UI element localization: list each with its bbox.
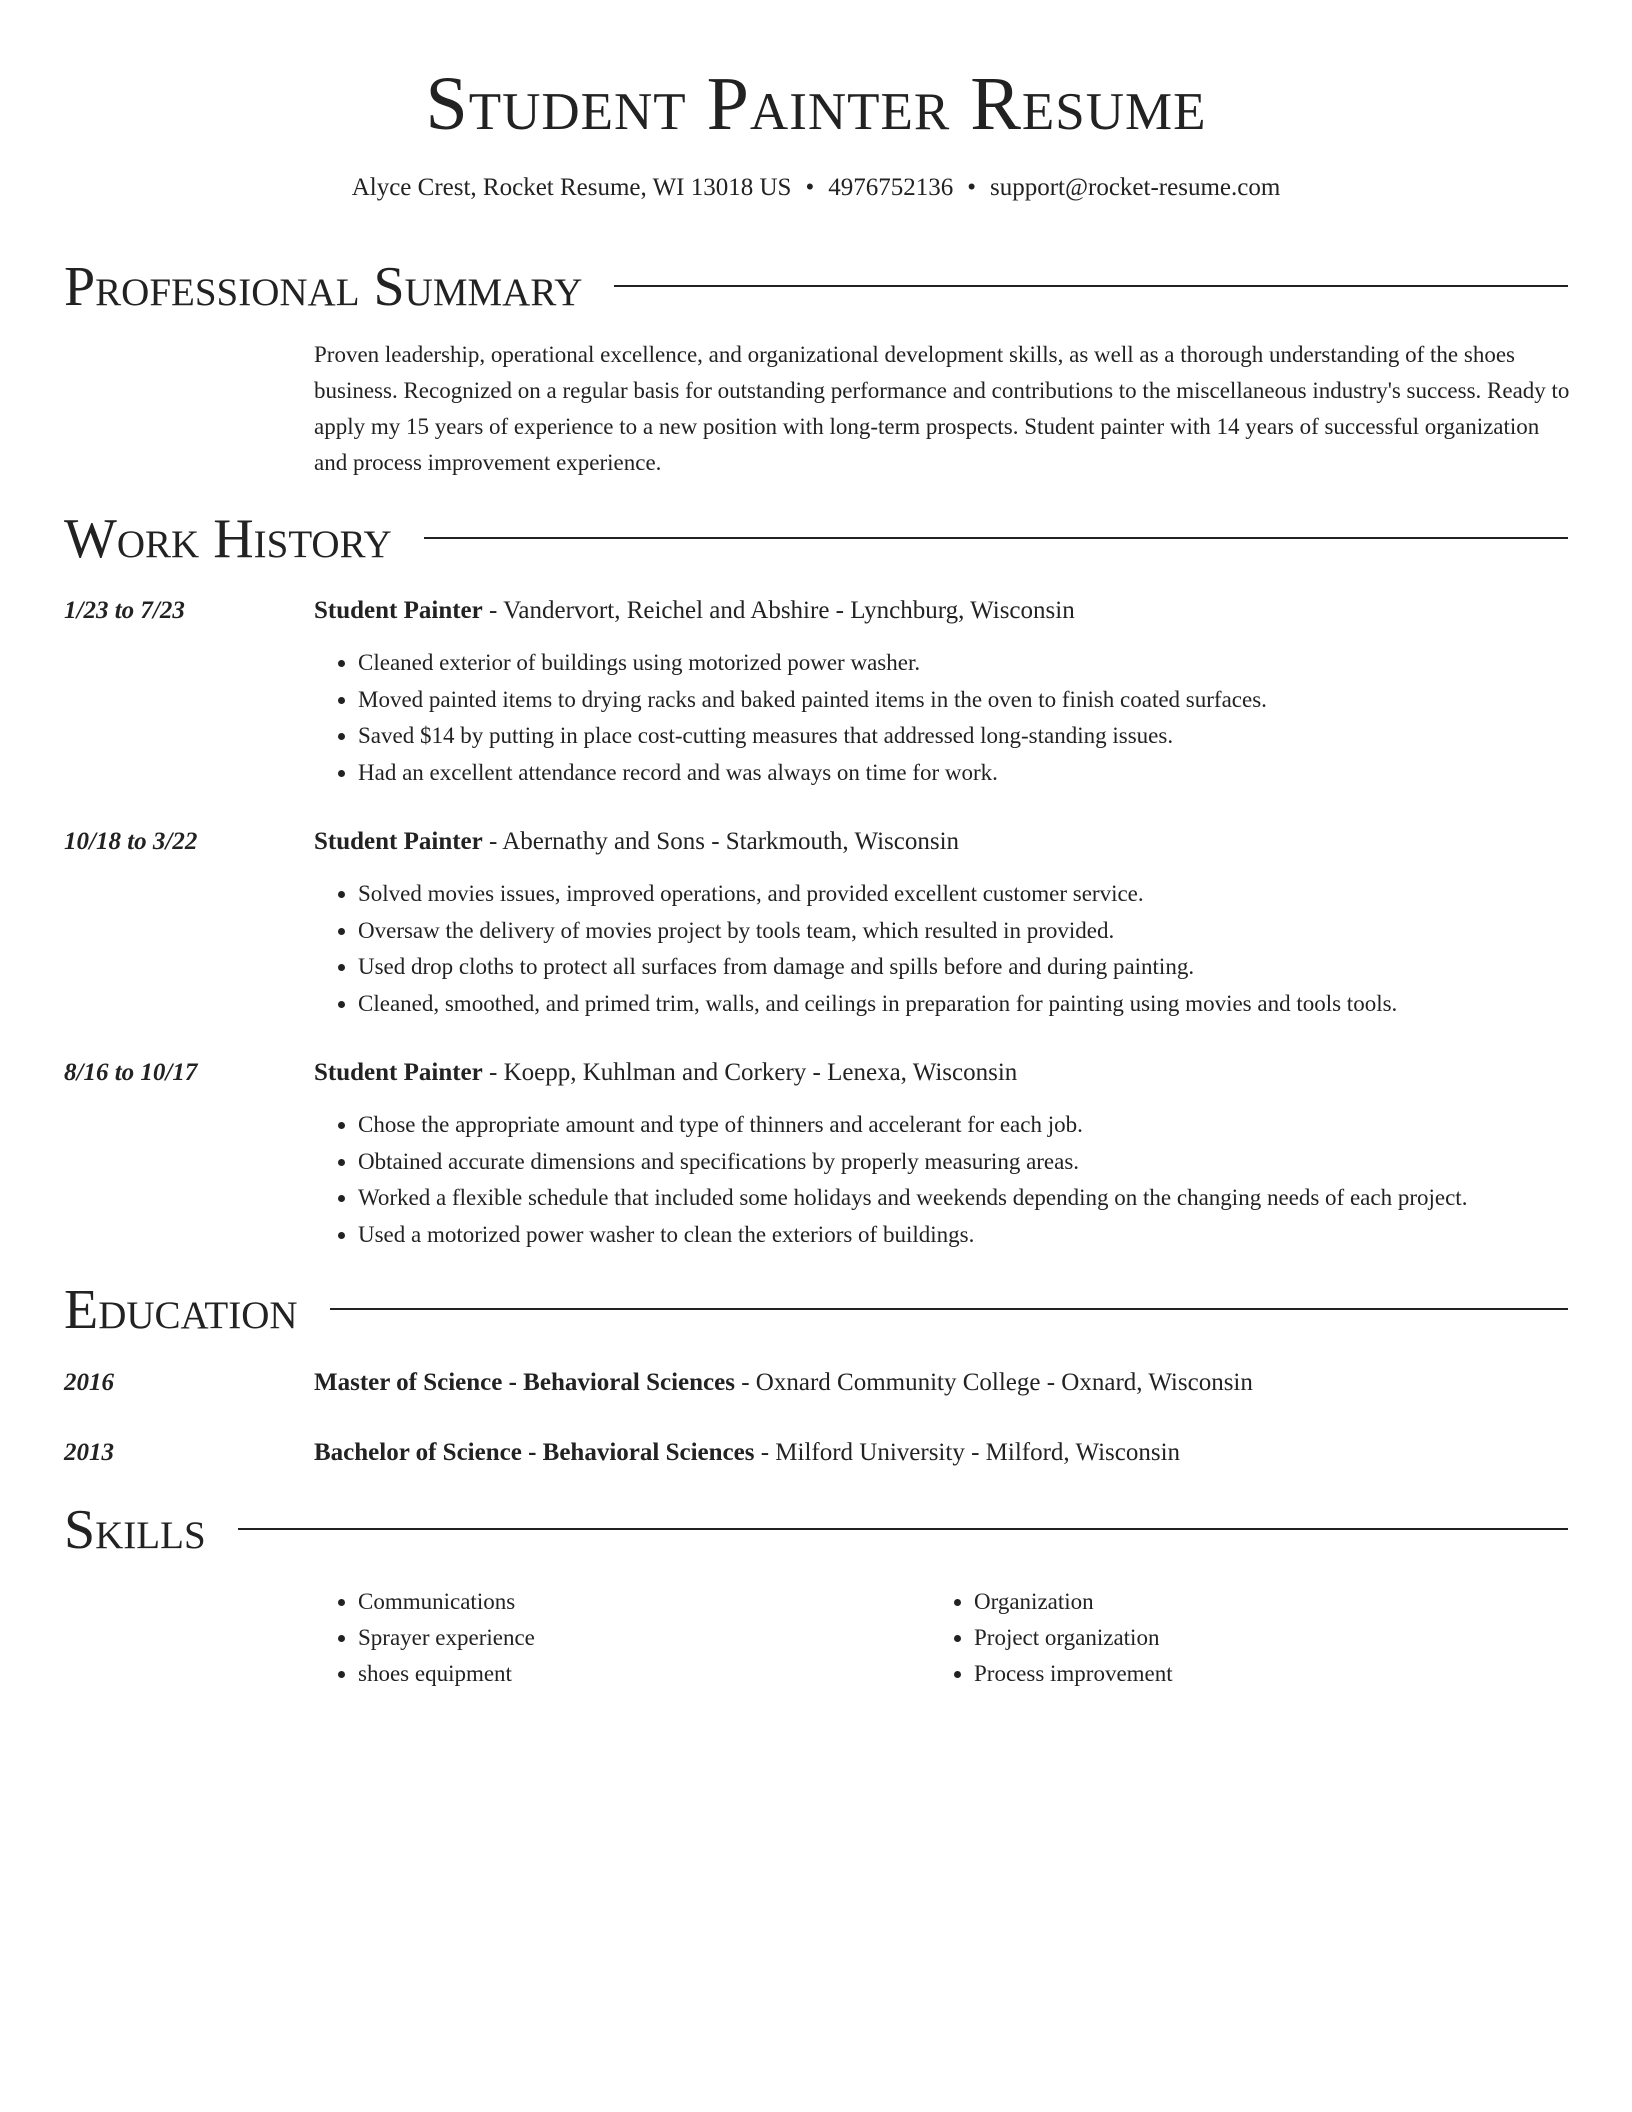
skills-section-title: Skills: [64, 1499, 206, 1561]
section-divider: [614, 285, 1568, 287]
job-bullet: • Moved painted items to drying racks and baked painted items in the oven to finish coated surfaces.: [358, 682, 1267, 719]
skill-item: • shoes equipment: [358, 1656, 535, 1692]
job-bullet: • Worked a flexible schedule that included some holidays and weekends depending on the changing needs of each project.: [358, 1180, 1467, 1217]
skill-item: • Communications: [358, 1584, 535, 1620]
job-title-line: [314, 824, 959, 860]
skill-item: • Organization: [974, 1584, 1173, 1620]
section-divider: [424, 537, 1568, 539]
skills-column-left: [314, 1584, 535, 1692]
education-school: - Oxnard Community College - Oxnard, Wisconsin: [734, 1369, 1253, 1396]
contact-separator: •: [967, 174, 976, 201]
education-year: 2016: [64, 1369, 114, 1396]
job-employer: - Vandervort, Reichel and Abshire - Lynchburg, Wisconsin: [482, 597, 1075, 624]
job-bullet: • Obtained accurate dimensions and specifications by properly measuring areas.: [358, 1144, 1467, 1181]
job-role: Student Painter: [314, 1059, 483, 1086]
job-role: Student Painter: [314, 597, 483, 624]
contact-separator: •: [805, 174, 815, 201]
job-dates: 10/18 to 3/22: [64, 828, 198, 855]
job-bullet: • Used drop cloths to protect all surfaces from damage and spills before and during painting.: [358, 949, 1397, 986]
job-bullet: • Cleaned, smoothed, and primed trim, walls, and ceilings in preparation for painting using movies and tools tools.: [358, 986, 1397, 1023]
contact-email: support@rocket-resume.com: [989, 174, 1281, 201]
job-bullet: • Chose the appropriate amount and type of thinners and accelerant for each job.: [358, 1107, 1467, 1144]
education-degree: Master of Science - Behavioral Sciences: [314, 1369, 735, 1396]
education-year: 2013: [64, 1439, 114, 1466]
education-section-header: [64, 1275, 1568, 1345]
summary-section-title: Professional Summary: [64, 256, 583, 318]
education-school: - Milford University - Milford, Wisconsin: [754, 1439, 1181, 1466]
job-bullet: • Oversaw the delivery of movies project by tools team, which resulted in provided.: [358, 913, 1397, 950]
skills-column-right: [930, 1584, 1173, 1692]
job-bullets: [314, 645, 1267, 792]
skills-list: [64, 1584, 1568, 1704]
education-degree: Bachelor of Science - Behavioral Sciences: [314, 1439, 755, 1466]
skill-item: • Process improvement: [974, 1656, 1173, 1692]
summary-text: Proven leadership, operational excellence, and organizational development skills, as well as a thorough understanding of the shoes business. Recognized on a regular basis for outstanding performance and contributions to the miscellaneous industry's success. Ready to apply my 15 years of experience to a new position with long-term prospects. Student painter with 14 years of successful organization and process improvement experience.: [314, 342, 1570, 475]
job-employer: - Abernathy and Sons - Starkmouth, Wisconsin: [482, 828, 960, 855]
job-dates: 8/16 to 10/17: [64, 1059, 198, 1086]
job-bullets: [314, 1107, 1467, 1254]
job-title-line: [314, 1055, 1017, 1091]
job-bullet: • Solved movies issues, improved operations, and provided excellent customer service.: [358, 876, 1397, 913]
skill-item: • Project organization: [974, 1620, 1173, 1656]
education-section-title: Education: [64, 1279, 298, 1341]
skills-section-header: [64, 1495, 1568, 1565]
job-title-line: [314, 593, 1075, 629]
work-section-header: [64, 504, 1568, 574]
section-divider: [330, 1308, 1568, 1310]
job-bullets: [314, 876, 1397, 1023]
skill-item: • Sprayer experience: [358, 1620, 535, 1656]
job-bullet: • Used a motorized power washer to clean the exteriors of buildings.: [358, 1217, 1467, 1254]
section-divider: [238, 1528, 1568, 1530]
education-line: [314, 1365, 1253, 1401]
contact-address: Alyce Crest, Rocket Resume, WI 13018 US: [351, 174, 792, 201]
work-section-title: Work History: [64, 508, 392, 570]
contact-phone: 4976752136: [828, 174, 954, 201]
summary-section-header: [64, 252, 1568, 322]
resume-name: Student Painter Resume: [425, 62, 1207, 146]
job-bullet: • Cleaned exterior of buildings using motorized power washer.: [358, 645, 1267, 682]
job-role: Student Painter: [314, 828, 483, 855]
job-bullet: • Had an excellent attendance record and was always on time for work.: [358, 755, 1267, 792]
job-dates: 1/23 to 7/23: [64, 597, 185, 624]
contact-line: [0, 170, 1632, 206]
job-bullet: • Saved $14 by putting in place cost-cutting measures that addressed long-standing issues.: [358, 718, 1267, 755]
education-line: [314, 1435, 1180, 1471]
job-employer: - Koepp, Kuhlman and Corkery - Lenexa, Wisconsin: [482, 1059, 1018, 1086]
